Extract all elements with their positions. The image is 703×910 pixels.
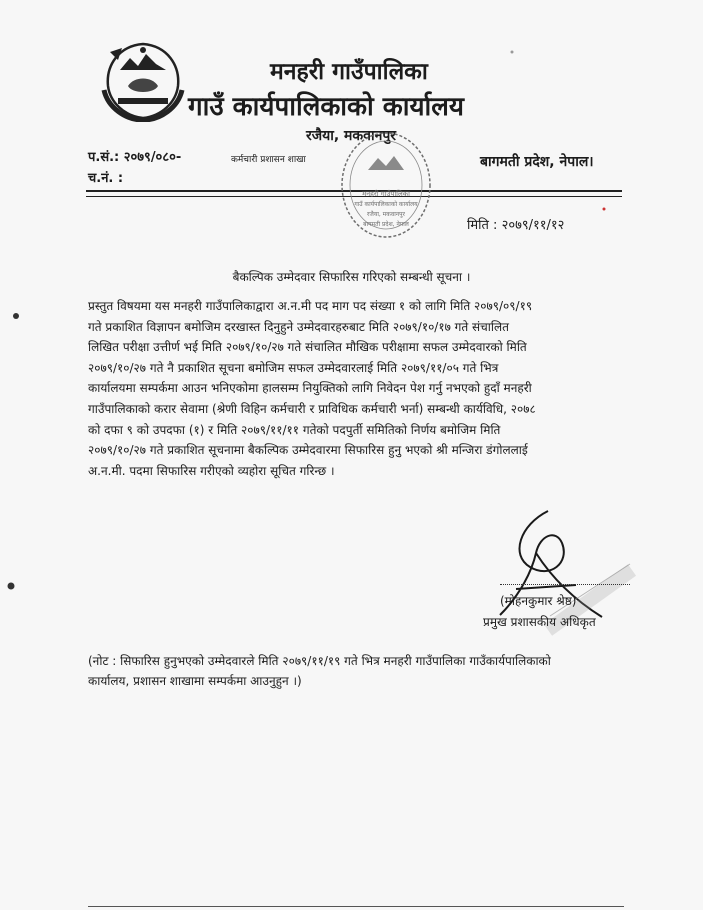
section-name: कर्मचारी प्रशासन शाखा [231,155,306,165]
seal-line-1: मनहरी गाउँपालिका [362,190,410,198]
body-line: २०७९/१०/२७ गते प्रकाशित सूचनामा बैकल्पिक उम्मेदवारमा सिफारिस हुनु भएको श्री मन्जिरा डंगोललाई [88,443,528,458]
org-name: मनहरी गाउँपालिका [270,59,428,85]
body-line: गाउँपालिकाको करार सेवामा (श्रेणी विहिन कर्मचारी र प्राविधिक कर्मचारी भर्ना) सम्बन्धी कार्यविधि, २०७८ [88,401,536,416]
office-name: गाउँ कार्यपालिकाको कार्यालय [188,92,464,122]
body-line: कार्यालयमा सम्पर्कमा आउन भनिएकोमा हालसम्म नियुक्तिको लागि निवेदन पेश गर्नु नभएको हुदाँ मनहरी [88,381,532,396]
body-line: २०७९/१०/२७ गते नै प्रकाशित सूचना बमोजिम सफल उम्मेदवारलाई मिति २०७९/११/०५ गते भित्र [88,360,499,375]
seal-line-2: गाउँ कार्यपालिकाको कार्यालय [354,201,418,208]
signer-title: प्रमुख प्रशासकीय अधिकृत [483,615,596,629]
signer-name: (मोहनकुमार श्रेष्ठ) [500,594,577,608]
dispatch-number: च.नं. : [88,171,124,186]
nepal-emblem-icon [98,40,188,122]
body-line: प्रस्तुत विषयमा यस मनहरी गाउँपालिकाद्वारा अ.न.मी पद माग पद संख्या १ को लागि मिति २०७९/०९/१९ [88,299,533,313]
notice-subject: बैकल्पिक उम्मेदवार सिफारिस गरिएको सम्बन्धी सूचना । [232,270,471,284]
body-line: अ.न.मी. पदमा सिफारिस गरीएको व्यहोरा सूचित गरिन्छ । [88,463,335,478]
body-line: लिखित परीक्षा उत्तीर्ण भई मिति २०७९/१०/२७ गते संचालित मौखिक परीक्षामा सफल उम्मेदवारको मिति [88,340,527,355]
province-name: बागमती प्रदेश, नेपाल। [480,154,594,170]
body-line: गते प्रकाशित विज्ञापन बमोजिम दरखास्त दिनुहुने उम्मेदवारहरुबाट मिति २०७९/१०/१७ गते संचालित [88,319,509,334]
note-line: (नोट : सिफारिस हुनुभएको उम्मेदवारले मिति २०७९/११/१९ गते भित्र मनहरी गाउँपालिका गाउँकार्यपालिकाको [88,654,551,668]
notice-note [88,651,638,691]
signature-line [500,584,630,585]
office-seal-stamp [338,130,434,240]
seal-line-3: रजैया, मकवानपुर [366,211,406,218]
seal-line-4: बागमती प्रदेश, नेपाल [363,221,409,228]
notice-body [88,296,632,481]
footer-rule [88,906,624,907]
body-line: को दफा ९ को उपदफा (१) र मिति २०७९/११/११ गतेको पदपुर्ती समितिको निर्णय बमोजिम मिति [88,422,501,437]
office-address: रजैया, मकवानपुर [306,128,397,144]
reference-number: प.सं.: २०७९/०८०- [88,150,182,165]
note-line: कार्यालय, प्रशासन शाखामा सम्पर्कमा आउनुहुन ।) [88,674,302,688]
document-date: मिति : २०७९/११/१२ [467,218,565,233]
